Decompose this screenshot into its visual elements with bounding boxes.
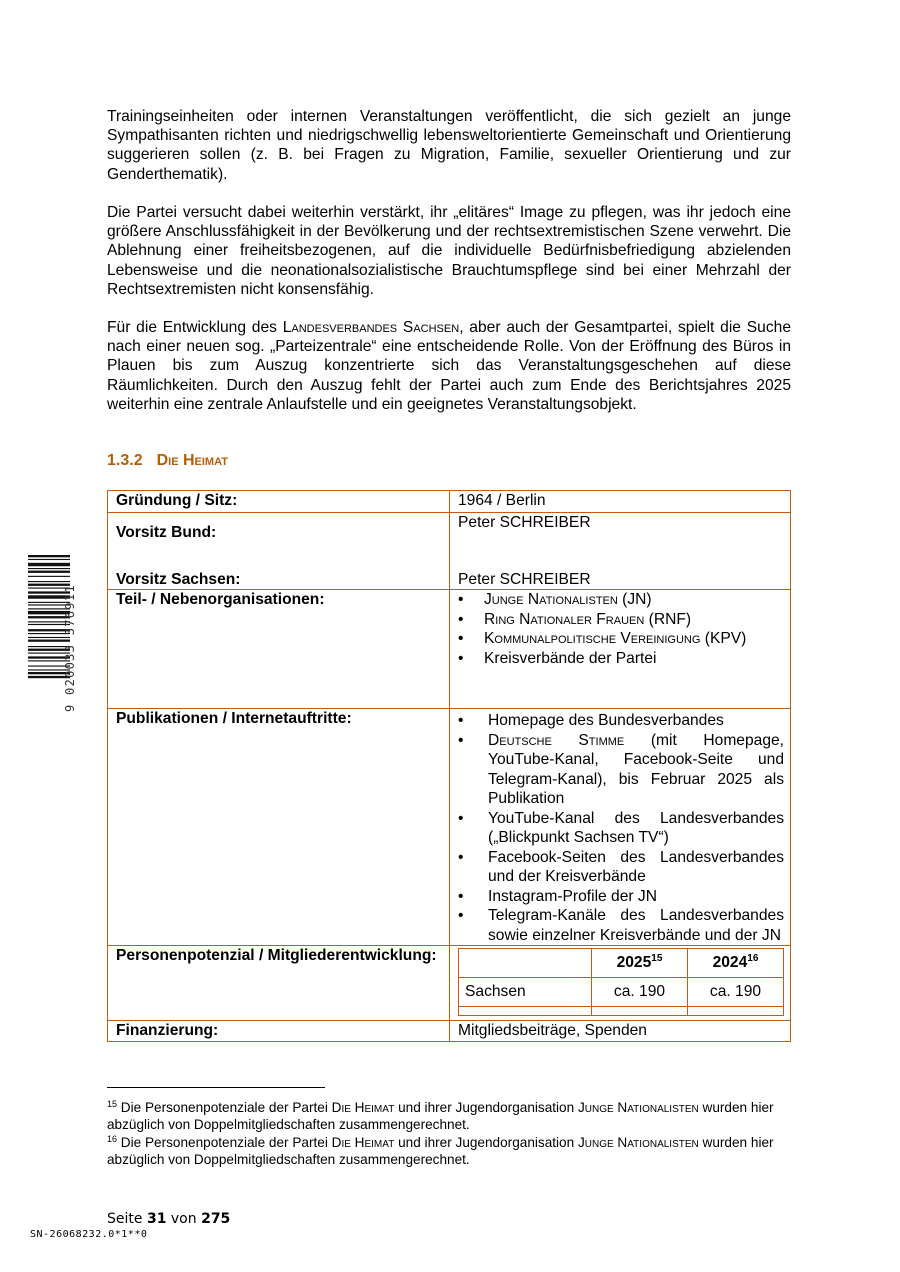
pub-value-cell <box>450 709 791 946</box>
page-word: Seite <box>107 1211 143 1227</box>
page-number <box>107 1211 230 1227</box>
finance-value: Mitgliedsbeiträge, Spenden <box>450 1021 791 1042</box>
empty-cell <box>688 1007 784 1016</box>
list-item <box>458 731 790 809</box>
row-founding <box>108 491 791 513</box>
potential-value-cell <box>450 946 791 1021</box>
list-item: • Instagram-Profile der JN <box>458 887 790 907</box>
founding-label: Gründung / Sitz: <box>108 491 450 513</box>
finance-label: Finanzierung: <box>108 1021 450 1042</box>
empty-cell <box>459 1007 592 1016</box>
list-item: • YouTube-Kanal des Landesverbandes („Blickpunkt Sachsen TV“) <box>458 809 790 848</box>
list-item: • Kreisverbände der Partei <box>458 649 790 669</box>
footnote-text: und ihrer Jugendorganisation <box>394 1100 578 1115</box>
potential-row-saxony <box>459 978 784 1007</box>
potential-table <box>458 948 784 1016</box>
footnote-ref-15: 15 <box>651 953 663 965</box>
potential-row-label: Sachsen <box>459 978 592 1007</box>
year-2025: 2025 <box>616 954 652 972</box>
paragraph-development <box>107 318 791 414</box>
potential-header-empty <box>459 949 592 978</box>
row-publications <box>108 709 791 946</box>
chair-saxony-label: Vorsitz Sachsen: <box>116 570 241 588</box>
footnote-16 <box>107 1134 797 1168</box>
page-of-word: von <box>170 1211 197 1227</box>
row-finance <box>108 1021 791 1042</box>
barcode-number: 9 020033 376911 <box>63 584 77 712</box>
section-heading <box>107 452 228 470</box>
footnote-org: Die Heimat <box>331 1100 395 1115</box>
list-item: • Facebook-Seiten des Landesverbandes und der Kreisverbände <box>458 848 790 887</box>
document-code: SN-26068232.0*1**0 <box>30 1229 148 1240</box>
footnote-text: wurden hier abzüglich von Doppelmitgliedschaften zusammengerechnet. <box>107 1135 774 1167</box>
footnote-divider <box>107 1087 325 1088</box>
pub-label: Publikationen / Internetauftritte: <box>108 709 450 946</box>
year-2024: 2024 <box>712 954 748 972</box>
footnote-org: Junge Nationalisten <box>577 1100 699 1115</box>
footnote-text: Die Personenpotenziale der Partei <box>117 1135 332 1150</box>
list-item: • Homepage des Bundesverbandes <box>458 711 790 731</box>
pub-list <box>458 711 790 945</box>
chair-federal-value: Peter SCHREIBER <box>458 514 591 531</box>
footnote-text: wurden hier abzüglich von Doppelmitgliedschaften zusammengerechnet. <box>107 1100 774 1132</box>
chair-value-cell <box>450 513 791 590</box>
list-item: • Junge Nationalisten (JN) <box>458 590 790 610</box>
section-title: Die Heimat <box>156 452 228 469</box>
suborg-value-cell <box>450 590 791 709</box>
pub-item2-text: (mit Homepage, YouTube-Kanal, Facebook-Seite und Telegram-Kanal), bis Februar 2025 als Publikation <box>488 731 785 807</box>
suborg-label: Teil- / Nebenorganisationen: <box>108 590 450 709</box>
section-number: 1.3.2 <box>107 452 143 469</box>
potential-value-2025: ca. 190 <box>592 978 688 1007</box>
total-pages: 275 <box>201 1211 231 1227</box>
footnote-15 <box>107 1099 797 1133</box>
chair-label-cell <box>108 513 450 590</box>
footnote-text: Die Personenpotenziale der Partei <box>117 1100 332 1115</box>
founding-value: 1964 / Berlin <box>450 491 791 513</box>
chair-saxony-value: Peter SCHREIBER <box>458 570 591 588</box>
potential-header-2024 <box>688 949 784 978</box>
pub-org-name: Deutsche Stimme <box>488 731 625 749</box>
footnote-org: Die Heimat <box>331 1135 395 1150</box>
list-item: • Kommunalpolitische Vereinigung (KPV) <box>458 629 790 649</box>
list-item: • Ring Nationaler Frauen (RNF) <box>458 610 790 630</box>
footnote-number: 16 <box>107 1134 118 1144</box>
footnote-number: 15 <box>107 1099 118 1109</box>
party-fact-table <box>107 490 791 1042</box>
footnote-text: und ihrer Jugendorganisation <box>394 1135 578 1150</box>
paragraph-intro: Trainingseinheiten oder internen Veranstaltungen veröffentlicht, die sich gezielt an junge Sympathisanten richten und niedrigschwellig lebensweltorientierte Gemeinschaft und Orientierung suggerieren sollen (z. B. bei Fragen zu Migration, Familie, sexueller Orientierung und zur Genderthematik). <box>107 108 791 183</box>
row-chair <box>108 513 791 590</box>
row-potential <box>108 946 791 1021</box>
chair-federal-label: Vorsitz Bund: <box>116 524 217 541</box>
current-page: 31 <box>146 1211 167 1227</box>
p3-text-b: , aber auch der Gesamtpartei, spielt die Suche nach einer neuen sog. „Parteizentrale“ eine entscheidende Rolle. Von der Eröffnung des Büros in Plauen bis zum Auszug konzentrierte sich das Veranstaltungsgeschehen auf diese Räumlichkeiten. Durch den Auszug fehlt der Partei auch zum Ende des Berichtsjahres 2025 weiterhin eine zentrale Anlaufstelle und ein geeignetes Veranstaltungsobjekt. <box>107 319 791 413</box>
footnote-ref-16: 16 <box>747 953 759 965</box>
potential-header-2025 <box>592 949 688 978</box>
paragraph-image: Die Partei versucht dabei weiterhin verstärkt, ihr „elitäres“ Image zu pflegen, was ihr jedoch eine größere Anschlussfähigkeit in der Bevölkerung und der rechtsextremistischen Szene verwehrt. Die Ablehnung einer freiheitsbezogenen, auf die individuelle Bedürfnisbefriedigung abzielenden Lebensweise und die neonationalsozialistische Brauchtumspflege sind bei einer Mehrzahl der Rechtsextremisten nicht konsensfähig. <box>107 204 791 298</box>
potential-header-row <box>459 949 784 978</box>
footnote-org: Junge Nationalisten <box>577 1135 699 1150</box>
p3-text-a: Für die Entwicklung des <box>107 319 283 336</box>
row-suborgs <box>108 590 791 709</box>
p3-org-name: Landesverbandes Sachsen <box>282 319 460 336</box>
potential-empty-row <box>459 1007 784 1016</box>
empty-cell <box>592 1007 688 1016</box>
potential-label: Personenpotenzial / Mitgliederentwicklung: <box>108 946 450 1021</box>
list-item: • Telegram-Kanäle des Landesverbandes sowie einzelner Kreisverbände und der JN <box>458 906 790 945</box>
potential-value-2024: ca. 190 <box>688 978 784 1007</box>
suborg-list <box>458 590 790 668</box>
